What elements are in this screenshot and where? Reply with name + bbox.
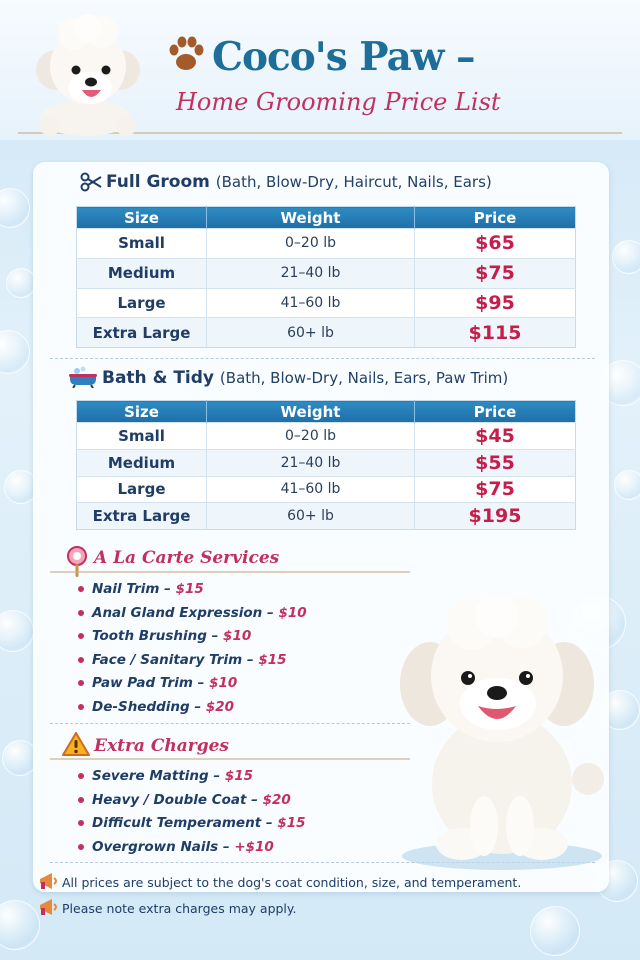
service-name: Face / Sanitary Trim xyxy=(92,651,243,668)
list-item: Difficult Temperament – $15 xyxy=(78,815,306,839)
service-cost: $15 xyxy=(175,581,204,597)
service-name: Tooth Brushing xyxy=(92,628,207,644)
weight-cell: 0–20 lb xyxy=(207,229,415,259)
size-cell: Large xyxy=(77,476,207,503)
size-cell: Small xyxy=(77,229,207,259)
table-row xyxy=(77,318,576,348)
table-header-row xyxy=(77,401,576,423)
charge-name: Difficult Temperament xyxy=(92,815,262,831)
column-header-price: Price xyxy=(415,207,576,229)
price-cell: $55 xyxy=(415,449,576,476)
page-title: Coco's Paw – xyxy=(212,34,475,80)
table-row xyxy=(77,288,576,318)
warning-icon xyxy=(62,732,90,756)
top-dog-illustration xyxy=(26,8,158,136)
page-subtitle: Home Grooming Price List xyxy=(176,88,501,116)
full-groom-table xyxy=(76,206,576,348)
price-cell: $75 xyxy=(415,258,576,288)
a-la-carte-heading: A La Carte Services xyxy=(94,548,280,568)
list-item: Heavy / Double Coat – $20 xyxy=(78,792,306,816)
bath-tidy-heading xyxy=(102,368,508,388)
brush-icon xyxy=(66,546,90,578)
column-header-size: Size xyxy=(77,207,207,229)
full-groom-heading xyxy=(106,172,492,192)
list-item: De-Shedding – $20 xyxy=(78,699,307,723)
service-name: De-Shedding xyxy=(92,698,190,715)
list-item: Nail Trim – $15 xyxy=(78,581,307,605)
bath-tidy-title: Bath & Tidy xyxy=(102,368,214,388)
bath-tidy-table xyxy=(76,400,576,530)
column-header-price: Price xyxy=(415,401,576,423)
size-cell: Small xyxy=(77,423,207,450)
charge-name: Overgrown Nails xyxy=(92,838,219,855)
list-item: Overgrown Nails – +$10 xyxy=(78,839,306,863)
full-groom-note: (Bath, Blow-Dry, Haircut, Nails, Ears) xyxy=(215,173,492,191)
weight-cell: 21–40 lb xyxy=(207,258,415,288)
charge-cost: $20 xyxy=(262,791,291,808)
scissors-icon xyxy=(80,172,102,192)
paw-icon xyxy=(164,34,208,74)
service-cost: $10 xyxy=(278,604,307,621)
extra-charges-underline xyxy=(50,758,410,760)
list-item: Face / Sanitary Trim – $15 xyxy=(78,652,307,676)
column-header-size: Size xyxy=(77,401,207,423)
price-cell: $65 xyxy=(415,229,576,259)
price-cell: $195 xyxy=(415,503,576,530)
extra-charges-list xyxy=(78,768,306,862)
size-cell: Large xyxy=(77,288,207,318)
column-header-weight: Weight xyxy=(207,207,415,229)
service-name: Anal Gland Expression xyxy=(92,604,263,621)
megaphone-icon xyxy=(38,872,60,890)
charge-name: Heavy / Double Coat xyxy=(92,791,247,808)
price-cell: $45 xyxy=(415,423,576,450)
table-row xyxy=(77,476,576,503)
footnote-extra-charges: Please note extra charges may apply. xyxy=(62,901,297,916)
a-la-carte-underline xyxy=(50,571,410,573)
weight-cell: 21–40 lb xyxy=(207,449,415,476)
list-item: Anal Gland Expression – $10 xyxy=(78,605,307,629)
size-cell: Extra Large xyxy=(77,503,207,530)
price-cell: $95 xyxy=(415,288,576,318)
table-row xyxy=(77,449,576,476)
service-name: Nail Trim xyxy=(92,581,160,597)
weight-cell: 41–60 lb xyxy=(207,288,415,318)
price-cell: $115 xyxy=(415,318,576,348)
weight-cell: 60+ lb xyxy=(207,318,415,348)
bathtub-icon xyxy=(68,366,98,388)
bath-tidy-note: (Bath, Blow-Dry, Nails, Ears, Paw Trim) xyxy=(219,369,509,387)
size-cell: Extra Large xyxy=(77,318,207,348)
size-cell: Medium xyxy=(77,449,207,476)
weight-cell: 0–20 lb xyxy=(207,423,415,450)
charge-cost: $15 xyxy=(224,768,254,784)
column-header-weight: Weight xyxy=(207,401,415,423)
sitting-dog-illustration xyxy=(392,594,612,874)
service-cost: $20 xyxy=(205,698,235,715)
charge-cost: $15 xyxy=(277,815,306,831)
weight-cell: 41–60 lb xyxy=(207,476,415,503)
footnote-conditions: All prices are subject to the dog's coat condition, size, and temperament. xyxy=(62,875,522,890)
a-la-carte-list xyxy=(78,581,307,722)
table-row xyxy=(77,229,576,259)
list-item: Severe Matting – $15 xyxy=(78,768,306,792)
extra-charges-heading: Extra Charges xyxy=(94,736,229,756)
section-divider xyxy=(50,358,595,359)
section-divider xyxy=(50,723,410,724)
table-row xyxy=(77,258,576,288)
table-row xyxy=(77,423,576,450)
charge-cost: +$10 xyxy=(234,838,274,855)
table-row xyxy=(77,503,576,530)
service-cost: $15 xyxy=(258,651,287,668)
full-groom-title: Full Groom xyxy=(106,172,210,192)
list-item: Tooth Brushing – $10 xyxy=(78,628,307,652)
service-cost: $10 xyxy=(209,675,238,691)
price-cell: $75 xyxy=(415,476,576,503)
service-cost: $10 xyxy=(223,628,252,644)
list-item: Paw Pad Trim – $10 xyxy=(78,675,307,699)
weight-cell: 60+ lb xyxy=(207,503,415,530)
megaphone-icon xyxy=(38,898,60,916)
size-cell: Medium xyxy=(77,258,207,288)
table-header-row xyxy=(77,207,576,229)
charge-name: Severe Matting xyxy=(92,768,209,784)
service-name: Paw Pad Trim xyxy=(92,675,193,691)
